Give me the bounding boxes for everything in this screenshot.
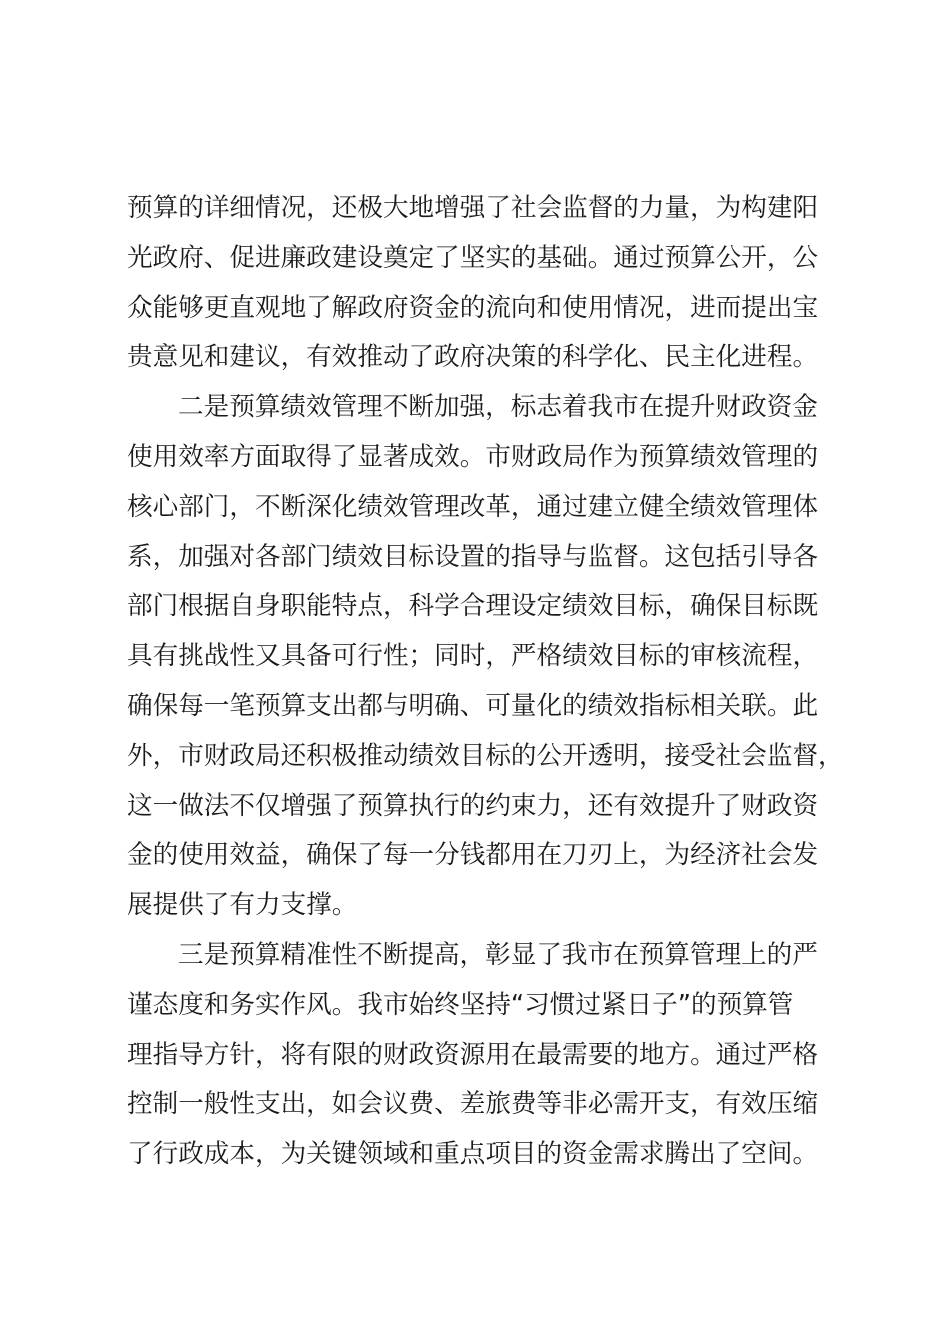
- paragraph-line: 这一做法不仅增强了预算执行的约束力，还有效提升了财政资: [127, 790, 819, 821]
- paragraph-line: 外，市财政局还积极推动绩效目标的公开透明，接受社会监督，: [127, 740, 844, 771]
- document-body: [127, 184, 844, 1180]
- paragraph-3: [127, 931, 837, 1180]
- paragraph-line: 核心部门，不断深化绩效管理改革，通过建立健全绩效管理体: [127, 491, 819, 522]
- paragraph-line: 二是预算绩效管理不断加强，标志着我市在提升财政资金: [178, 392, 818, 423]
- paragraph-line: 三是预算精准性不断提高，彰显了我市在预算管理上的严: [178, 939, 818, 970]
- paragraph-line: 确保每一笔预算支出都与明确、可量化的绩效指标相关联。此: [127, 690, 819, 721]
- paragraph-line: 光政府、促进廉政建设奠定了坚实的基础。通过预算公开，公: [127, 242, 819, 273]
- paragraph-line: 众能够更直观地了解政府资金的流向和使用情况，进而提出宝: [127, 292, 819, 323]
- paragraph-line: 金的使用效益，确保了每一分钱都用在刀刃上，为经济社会发: [127, 840, 819, 871]
- paragraph-line: 了行政成本，为关键领域和重点项目的资金需求腾出了空间。: [127, 1139, 819, 1170]
- paragraph-line: 部门根据自身职能特点，科学合理设定绩效目标，确保目标既: [127, 591, 819, 622]
- paragraph-line: 控制一般性支出，如会议费、差旅费等非必需开支，有效压缩: [127, 1089, 819, 1120]
- paragraph-line: 使用效率方面取得了显著成效。市财政局作为预算绩效管理的: [127, 441, 819, 472]
- paragraph-2: [127, 383, 844, 931]
- paragraph-line: 具有挑战性又具备可行性；同时，严格绩效目标的审核流程，: [127, 641, 819, 672]
- paragraph-line: 展提供了有力支撑。: [127, 890, 358, 921]
- paragraph-line: 谨态度和务实作风。我市始终坚持“习惯过紧日子”的预算管: [127, 989, 794, 1020]
- paragraph-1: [127, 184, 837, 383]
- paragraph-line: 预算的详细情况，还极大地增强了社会监督的力量，为构建阳: [127, 193, 819, 223]
- paragraph-line: 系，加强对各部门绩效目标设置的指导与监督。这包括引导各: [127, 541, 819, 572]
- paragraph-line: 贵意见和建议，有效推动了政府决策的科学化、民主化进程。: [127, 342, 819, 373]
- paragraph-line: 理指导方针，将有限的财政资源用在最需要的地方。通过严格: [127, 1039, 819, 1070]
